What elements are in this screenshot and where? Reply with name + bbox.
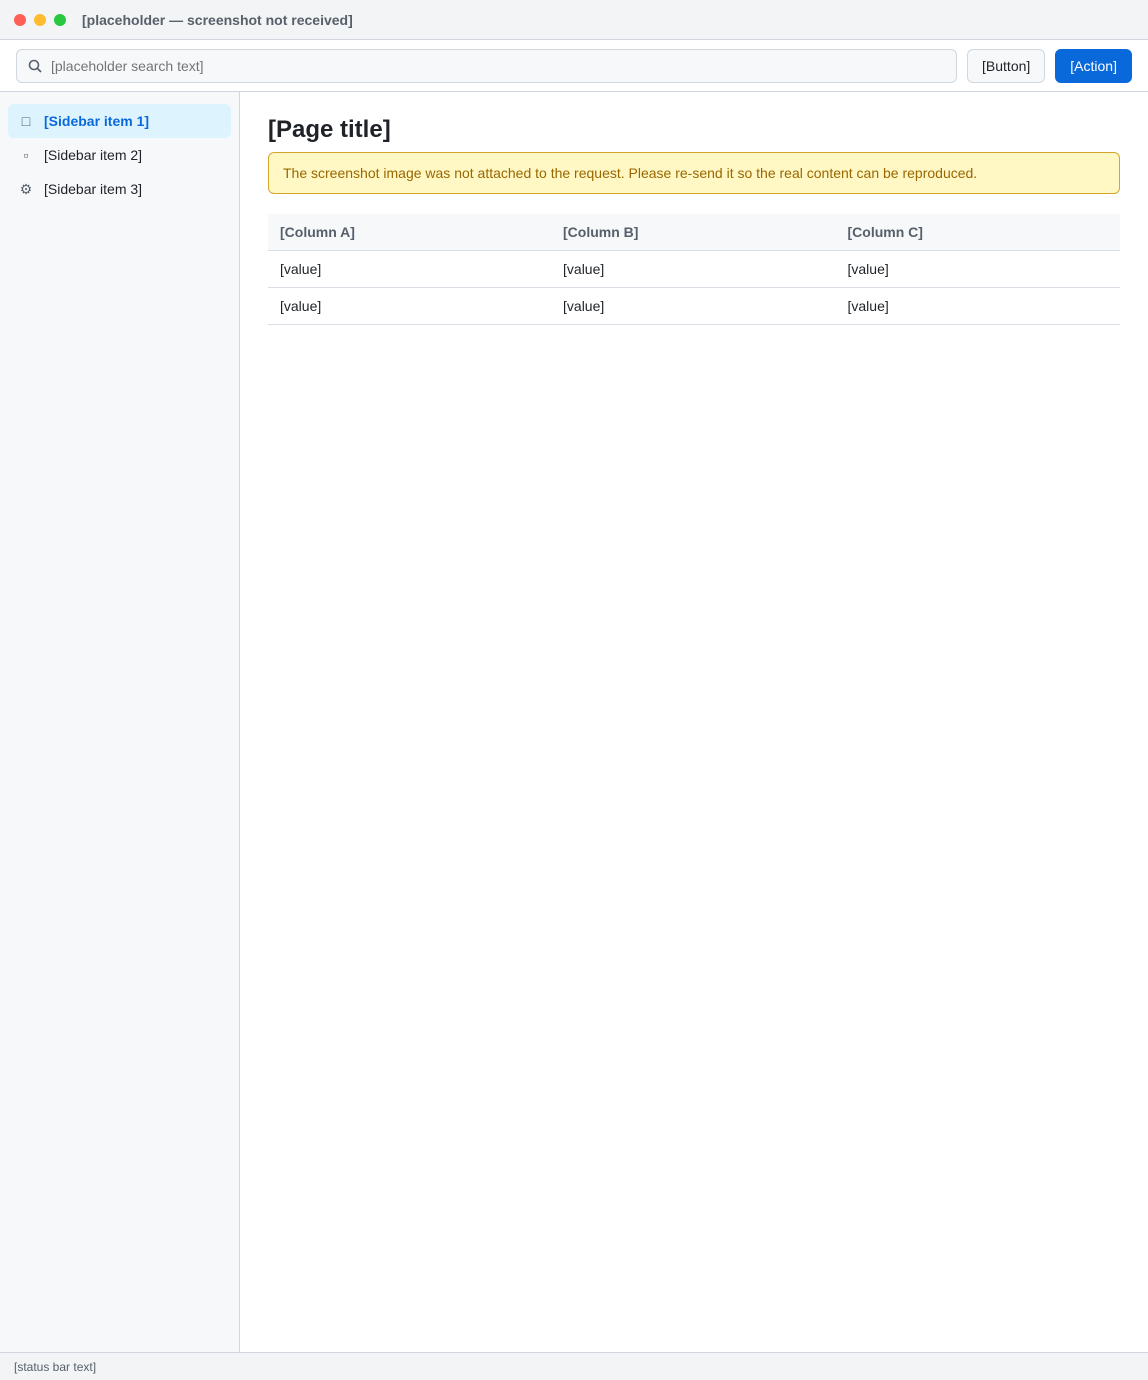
minimize-window-button[interactable] bbox=[34, 14, 46, 26]
search-box[interactable] bbox=[16, 49, 957, 83]
sidebar-item-3[interactable] bbox=[8, 172, 231, 206]
main-panel bbox=[240, 92, 1148, 1352]
column-header[interactable]: [Column C] bbox=[836, 214, 1121, 251]
toolbar bbox=[0, 40, 1148, 92]
close-window-button[interactable] bbox=[14, 14, 26, 26]
title-bar bbox=[0, 0, 1148, 40]
table-row[interactable] bbox=[268, 288, 1120, 325]
column-header[interactable]: [Column B] bbox=[551, 214, 835, 251]
table-cell: [value] bbox=[836, 251, 1121, 288]
maximize-window-button[interactable] bbox=[54, 14, 66, 26]
folder-icon: □ bbox=[21, 113, 31, 129]
data-table bbox=[268, 214, 1120, 325]
missing-image-notice: The screenshot image was not attached to the request. Please re-send it so the real content can be reproduced. bbox=[268, 152, 1120, 194]
primary-button[interactable]: [Action] bbox=[1055, 49, 1132, 83]
sidebar-item-label: [Sidebar item 1] bbox=[44, 113, 150, 129]
table-cell: [value] bbox=[551, 251, 835, 288]
search-input[interactable] bbox=[51, 58, 946, 74]
sidebar-item-1[interactable] bbox=[8, 104, 231, 138]
search-icon bbox=[27, 58, 43, 74]
content-area bbox=[0, 92, 1148, 1352]
window-title: [placeholder — screenshot not received] bbox=[82, 11, 353, 28]
status-text: [status bar text] bbox=[14, 1359, 97, 1374]
sidebar-item-label: [Sidebar item 2] bbox=[44, 147, 143, 163]
table-cell: [value] bbox=[268, 251, 551, 288]
table-row[interactable] bbox=[268, 251, 1120, 288]
sidebar-item-2[interactable] bbox=[8, 138, 231, 172]
sidebar bbox=[0, 92, 240, 1352]
table-cell: [value] bbox=[836, 288, 1121, 325]
status-bar bbox=[0, 1352, 1148, 1380]
window-controls bbox=[14, 14, 66, 26]
table-cell: [value] bbox=[268, 288, 551, 325]
page-title: [Page title] bbox=[268, 116, 391, 143]
table-header-row bbox=[268, 214, 1120, 251]
table-cell: [value] bbox=[551, 288, 835, 325]
gear-icon: ⚙ bbox=[19, 180, 33, 197]
file-icon: ▫ bbox=[23, 147, 29, 163]
sidebar-item-label: [Sidebar item 3] bbox=[44, 181, 143, 197]
secondary-button[interactable]: [Button] bbox=[967, 49, 1045, 83]
column-header[interactable]: [Column A] bbox=[268, 214, 551, 251]
